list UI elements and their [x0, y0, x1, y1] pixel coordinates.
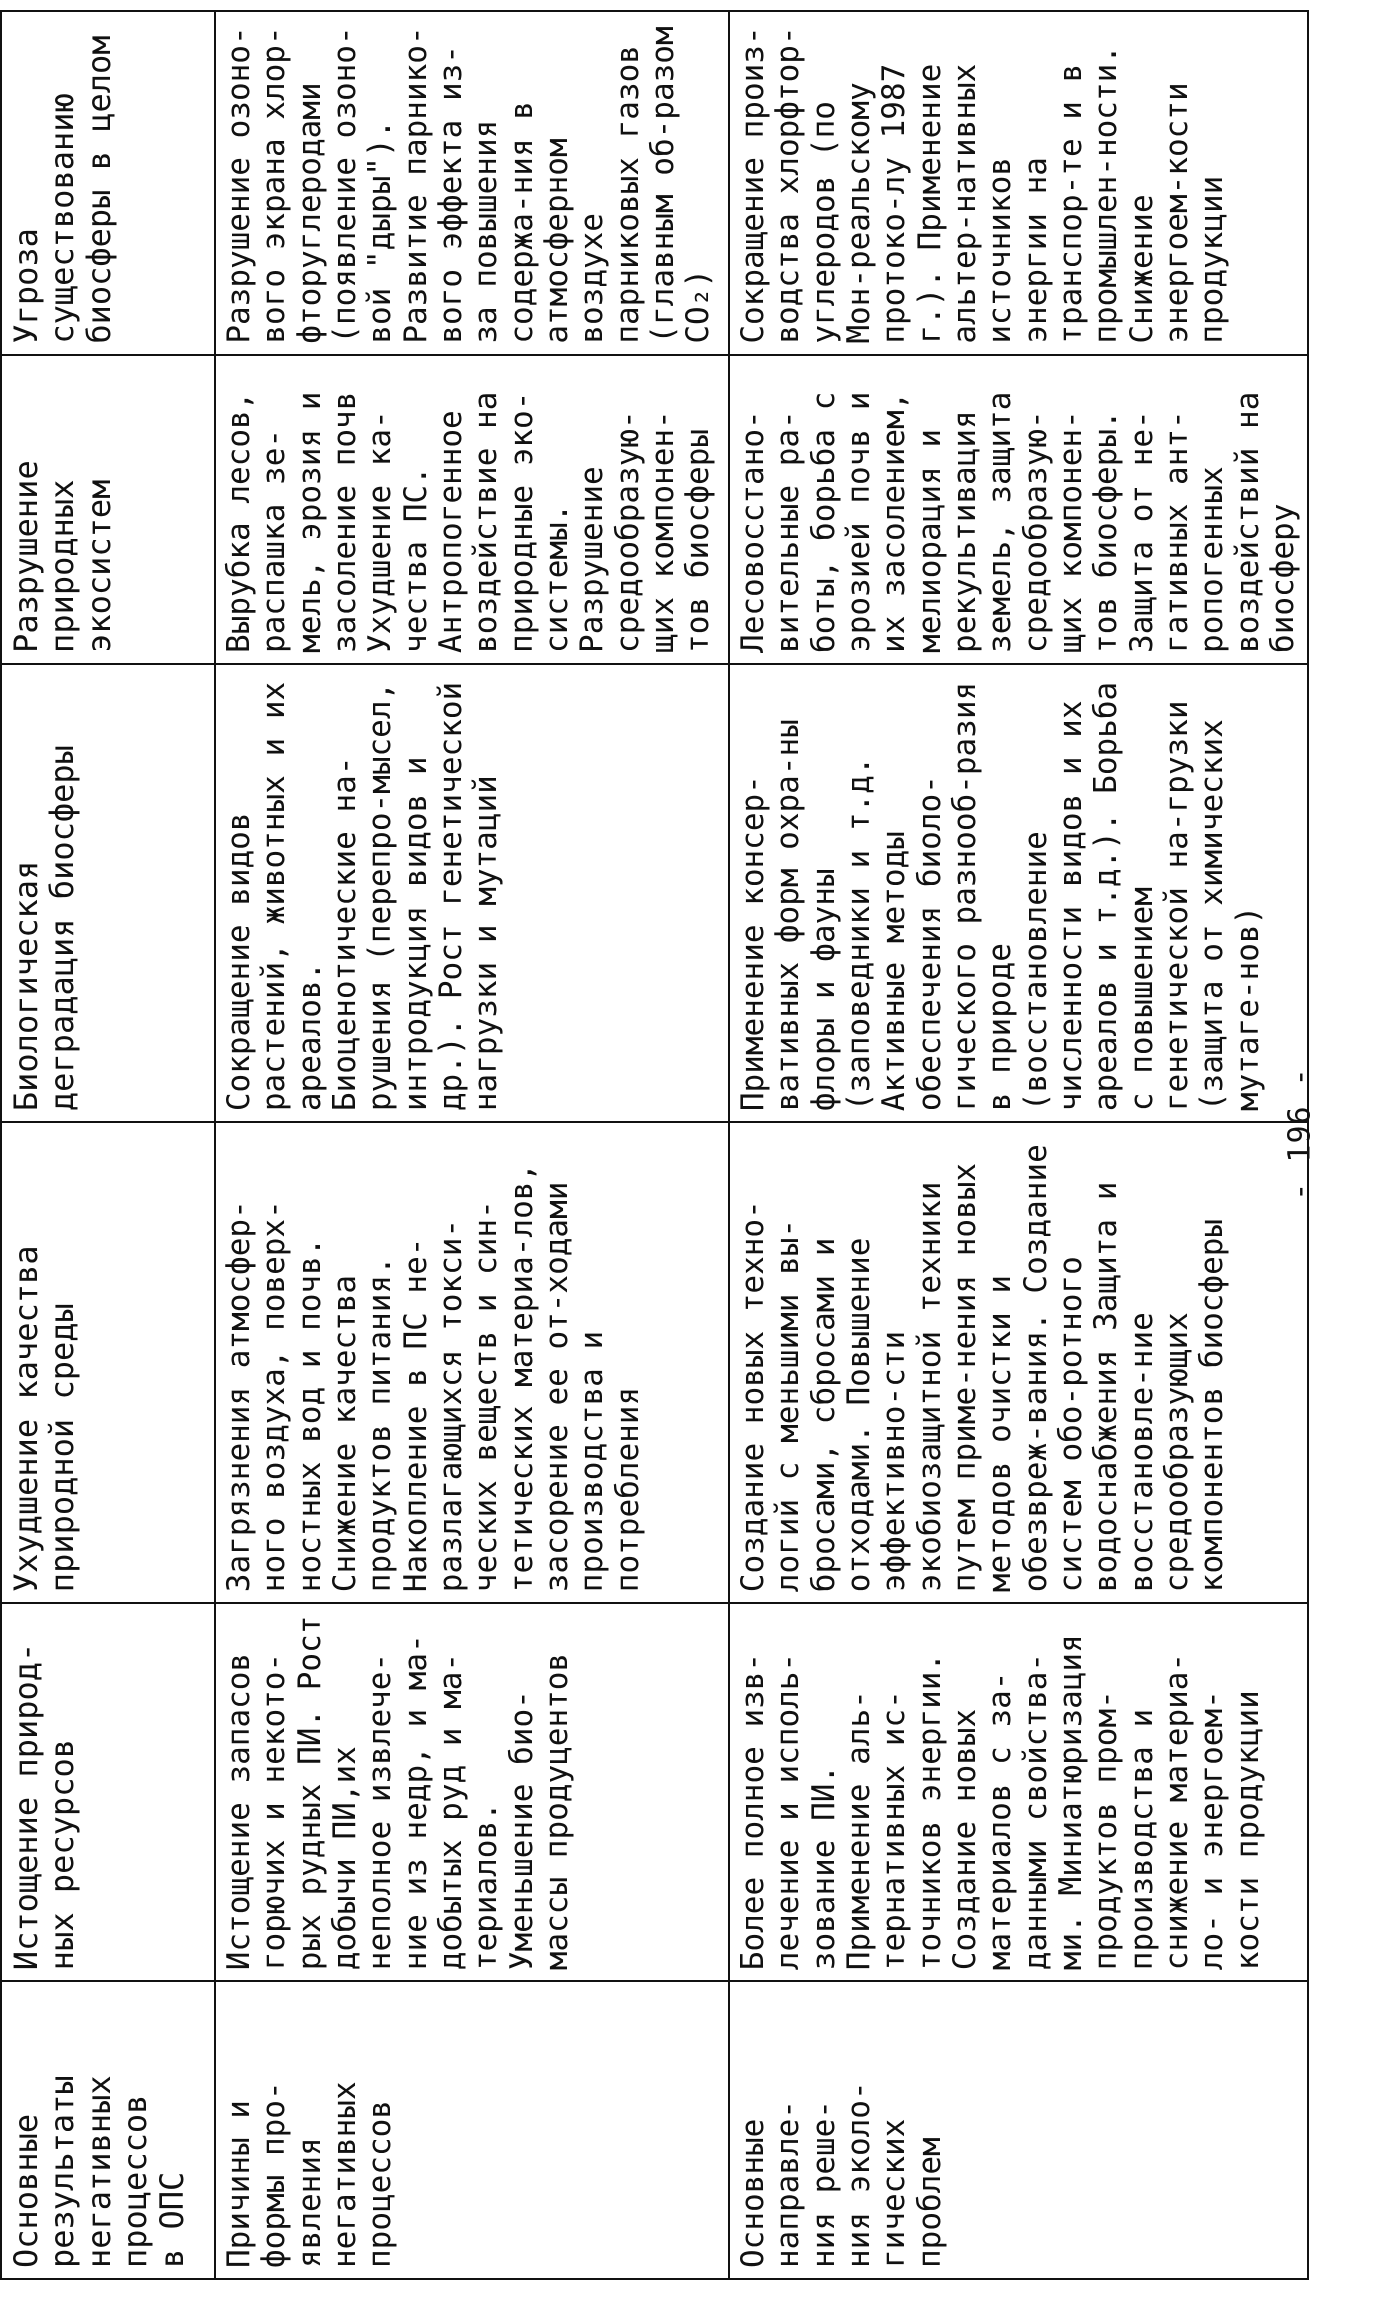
table-cell: Вырубка лесов, распашка зе-мель, эрозия и засоление почв Ухудшение ка-чества ПС. Антропогенное воздействие на природные эко-системы. Разрушение средообразую-щих компонен-тов биосферы [215, 355, 729, 664]
table-cell: Применение консер-вативных форм охра-ны флоры и фауны (заповедники и т.д. Активные методы обеспечения биоло-гического разнооб-разия в природе (восстановление численности видов и их ареалов и т.д.). Борьба с повышением генетической на-грузки (защита от химических мутаге-нов) [729, 664, 1308, 1122]
header-cell-biological-degradation: Биологическая деградация биосферы [1, 664, 215, 1122]
table-row [215, 11, 729, 2279]
header-cell-biosphere-threat: Угроза существованию биосферы в целом [1, 11, 215, 355]
table-cell: Лесовосстано-вительные ра-боты, борьба с эрозией почв и их засолением, мелиорация и рекультивация земель, защита средообразую-щих компонен-тов биосферы. Защита от не-гативных ант-ропогенных воздействий на биосферу [729, 355, 1308, 664]
table-cell: Сокращение видов растений, животных и их ареалов. Биоценотические на-рушения (перепро-мысел, интродукция видов и др.). Рост генетической нагрузки и мутаций [215, 664, 729, 1122]
table-cell: Создание новых техно-логий с меньшими вы-бросами, сбросами и отходами. Повышение эффективно-сти экобиозащитной техники путем приме-нения новых методов очистки и обезвреж-вания. Создание систем обо-ротного водоснабжения Защита и восстановле-ние средообразующих компонентов биосферы [729, 1122, 1308, 1603]
table-cell: Сокращение произ-водства хлорфтор-углеродов (по Мон-реальскому протоко-лу 1987 г.). Применение альтер-нативных источников энергии на транспор-те и в промышлен-ности. Снижение энергоем-кости продукции [729, 11, 1308, 355]
row-label-solutions: Основные направле- ния реше- ния эколо- гических проблем [729, 1981, 1308, 2279]
page-number: - 196 - [1282, 1067, 1318, 1201]
header-cell-results: Основные результаты негативных процессов в ОПС [1, 1981, 215, 2279]
header-cell-environment-quality: Ухудшение качества природной среды [1, 1122, 215, 1603]
table-cell: Загрязнения атмосфер-ного воздуха, поверх-ностных вод и почв. Снижение качества продуктов питания. Накопление в ПС не-разлагающихся токси-ческих веществ и син-тетических материа-лов, засорение ее от-ходами производства и потребления [215, 1122, 729, 1603]
table-cell: Более полное изв-лечение и исполь-зование ПИ. Применение аль-тернативных ис-точников энергии. Создание новых материалов с за-данными свойства-ми. Миниатюризация продуктов пром-производства и снижение материа-ло- и энергоем-кости продукции [729, 1603, 1308, 1981]
table-header-row [1, 11, 215, 2279]
row-label-causes: Причины и формы про- явления негативных процессов [215, 1981, 729, 2279]
table-row [729, 11, 1308, 2279]
header-cell-ecosystem-destruction: Разрушение природных экосистем [1, 355, 215, 664]
ecology-table [0, 10, 1309, 2280]
table-cell: Истощение запасов горючих и некото-рых рудных ПИ. Рост добычи ПИ,их неполное извлече-ние из недр, и ма-добытых руд и ма-териалов. Уменьшение био-массы продуцентов [215, 1603, 729, 1981]
table-cell: Разрушение озоно-вого экрана хлор-фторуглеродами (появление озоно-вой "дыры"). Развитие парнико-вого эффекта из-за повышения содержа-ния в атмосферном воздухе парниковых газов (главным об-разом CO₂) [215, 11, 729, 355]
header-cell-resource-depletion: Истощение природ- ных ресурсов [1, 1603, 215, 1981]
